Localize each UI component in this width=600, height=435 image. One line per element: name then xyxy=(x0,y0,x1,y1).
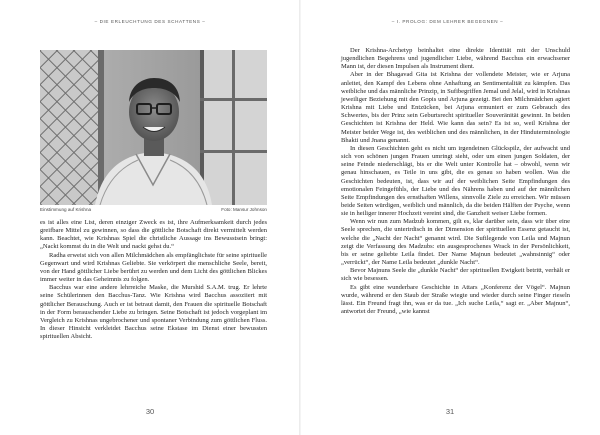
paragraph: In diesen Geschichten geht es nicht um irgendeinen Glückspilz, der aufwacht und sich von schönen jungen Frauen umringt sieht, oder um einen jungen Soldaten, der seine Feinde niederschlägt, bis er die Welt unter Kontrolle hat – obwohl, wenn wir genau hinschauen, es Teile in uns gibt, die es genau so haben wollen. Was die Geschichten bedeuten, ist, dass wir auf der weiblichen Seite Empfindungen des emotionalen Feingefühls, der Liebe und des Nährens haben und auf der männlichen Seite Empfindungen des ernsthaften Willens, sinnvolle Ziele zu erreichen. Wir müssen beide Seiten würdigen, weiblich und männlich, da die beiden Hälften der Psyche, wenn sie in heiliger innerer Hochzeit vereint sind, die Ganzheit weiser Liebe formen. xyxy=(341,144,570,218)
paragraph: Bevor Majnuns Seele die „dunkle Nacht“ der spirituellen Ewigkeit betritt, verhält er sich wie besessen. xyxy=(341,267,570,283)
paragraph: Der Krishna-Archetyp beinhaltet eine direkte Identität mit der Unschuld jugendlichen Begehrens und jugendlicher Liebe, während Bacchus ein erwachsener Mann ist, der diesen Impulsen als Instrument dient. xyxy=(341,47,570,71)
page-number-right: 31 xyxy=(445,407,455,416)
body-text-left xyxy=(40,219,267,341)
photo-credit: Foto: Mansur Johnson xyxy=(221,207,267,212)
photo-image xyxy=(40,50,267,205)
running-head-right: – I. PROLOG: DEM LEHRER BEGEGNEN – xyxy=(391,19,504,24)
paragraph: Aber in der Bhagavad Gita ist Krishna der vollendete Meister, wie er Arjuna anleitet, den Kampf des Lebens ohne Anhaftung an Sentimentalität zu kämpfen. Das weibliche und das männliche Prinzip, in Sufibegriffen Jemal und Jelal, wird in Krishnas jeweiliger Beziehung mit den Gopis und Arjuna gezeigt. Bei den Milchmädchen agiert Krishna mit Liebe und Entzücken, bei Arjuna ermuntert er zum Gebrauch des Schwertes, bis der Prinz sein Geburtsrecht spiritueller Souveränität gewinnt. In beiden Geschichten ist Krishna der Held. Wie kann das sein? Es ist so, weil Krishna der Meister beider Wege ist, des weiblichen und des männlichen, in der Hinduterminologie Bhakti und Jnana genannt. xyxy=(341,71,570,144)
page-number-left: 30 xyxy=(145,407,155,416)
paragraph: es ist alles eine List, deren einziger Zweck es ist, ihre Aufmerksamkeit durch jedes greifbare Mittel zu gewinnen, so dass die göttliche Botschaft direkt vermittelt werden kann. Beachtet, wie Krishnas Spiel die christliche Aussage ins Bewusstsein bringt: „Nackt kommst du in die Welt und nackt gehst du.“ xyxy=(40,219,267,251)
paragraph: Radha erweist sich von allen Milchmädchen als empfänglichste für seine spirituelle Gegenwart und wird Krishnas Geliebte. Sie verkörpert die menschliche Seele, bereit, von der Hand göttlicher Liebe berührt zu werden und dem Licht des göttlichen Blickes immer weiter in das Geheimnis zu folgen. xyxy=(40,251,267,284)
photo-musician-portrait xyxy=(40,50,267,205)
paragraph: Es gibt eine wunderbare Geschichte in Attars „Konferenz der Vögel“. Majnun wurde, während er den Staub der Straße wiegte und wieder durch seine Finger rieseln lässt. Ein Freund fragt ihn, was er da tue. „Ich suche Leila,“ sagt er. „Aber Majnun“, antwortet der Freund, „wie kannst xyxy=(341,283,570,315)
body-text-right xyxy=(341,47,570,316)
photo-captions xyxy=(40,207,267,215)
right-page xyxy=(300,0,600,435)
photo-caption: Einstimmung auf Krishna xyxy=(40,207,92,212)
running-head-left: – DIE ERLEUCHTUNG DES SCHATTENS – xyxy=(94,19,206,24)
paragraph: Wenn wir nun zum Madzub kommen, gilt es, klar darüber sein, dass wir über eine Seele sprechen, die unterirdisch in der Dimension der spirituellen Essenz getaucht ist, welche die „Nacht der Nacht“ genannt wird. Die Sufilegende von Leila und Majnun zeigt die Verfassung des Madzubs: ein ausgesprochenes Wrack in der Persönlichkeit, bis er seine geliebte Leila findet. Der Name Majnun bedeutet „wahnsinnig“ oder „verrückt“, der Name Leila bedeutet „dunkle Nacht“. xyxy=(341,218,570,267)
paragraph: Bacchus war eine andere lehrreiche Maske, die Murshid S.A.M. trug. Er lehrte seine Schülerinnen den Bacchus-Tanz. Wie Krishna wird Bacchus assoziiert mit göttlicher Berauschung. Auch er ist betraut damit, den Frauen die spirituelle Botschaft in der Form berauschender Liebe zu bringen. Seine Botschaft ist jedoch vorgeplant im Vergleich zu Krishnas ungebrochener und spontaner Verbindung zum göttlichen Fluss. In dieser Hinsicht verkleidet Bacchus seine Ekstase im Dienst einer bewussten spirituellen Absicht. xyxy=(40,284,267,341)
